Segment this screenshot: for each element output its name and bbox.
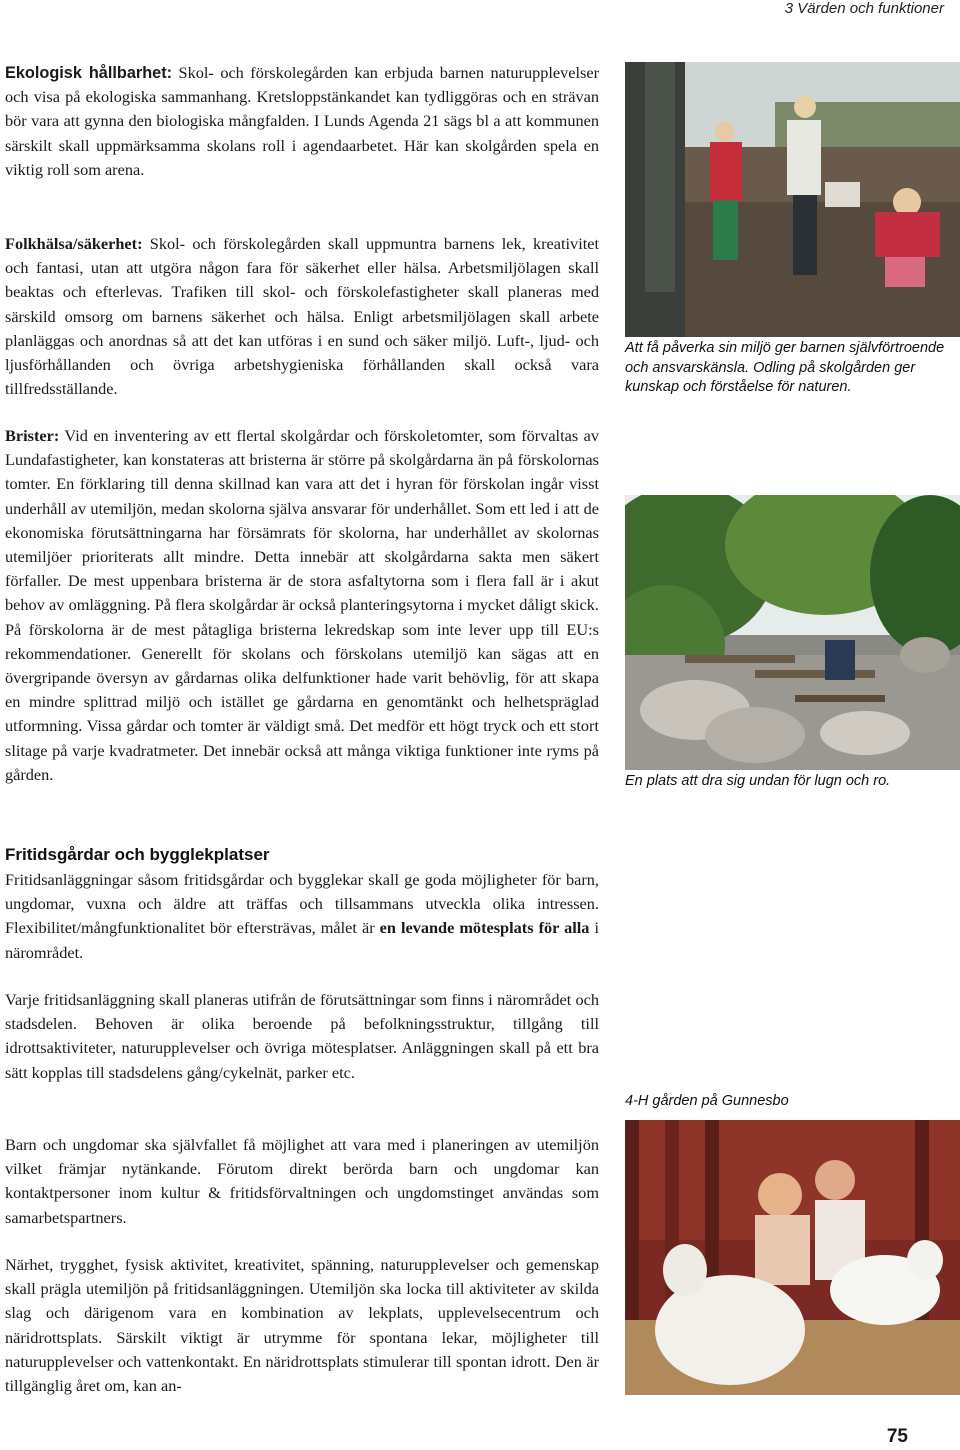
page-number: 75 bbox=[886, 1426, 908, 1447]
paragraph-folkhalsa bbox=[5, 232, 599, 401]
lead-brister: Brister: bbox=[5, 426, 60, 445]
caption-photo-2: En plats att dra sig undan för lugn och ro. bbox=[625, 773, 891, 789]
paragraph-ekologisk bbox=[5, 61, 599, 182]
paragraph-fritids-4 bbox=[5, 1253, 599, 1398]
text-fritids-1c: i närområdet. bbox=[5, 918, 599, 962]
lead-folkhalsa: Folkhälsa/säkerhet: bbox=[5, 234, 143, 253]
text-fritids-4: Närhet, trygghet, fysisk aktivitet, kreativitet, spänning, naturupplevelser och gemenskap skall prägla utemiljön på fritidsanläggningen. Utemiljön ska locka till aktiviteter av skilda slag och därigenom vara en kombination av lekplats, upplevelsecentrum och näridrottsplats. Särskilt viktigt är utrymme för spontana lekar, möjligheter till naturupplevelser och vattenkontakt. En näridrottsplats stimulerar till spontan idrott. Den är tillgänglig året om, kan an- bbox=[5, 1255, 599, 1396]
photo-quiet-place bbox=[625, 495, 960, 770]
text-fritids-1a: Fritidsanläggningar såsom fritidsgårdar och bygglekar skall ge goda möjligheter för barn, ungdomar, vuxna och äldre att träffas och tillsammans utveckla olika intressen. Flexibilitet/mångfunktionalitet bör eftersträvas, målet är bbox=[5, 870, 599, 938]
text-fritids-3: Barn och ungdomar ska självfallet få möjlighet att vara med i planeringen av utemiljön vilket främjar nytänkande. Förutom direkt berörda barn och ungdomar kan kontaktpersoner inom kultur & fritidsförvaltningen och ungdomstinget användas som samarbetspartners. bbox=[5, 1135, 599, 1227]
paragraph-fritids-1 bbox=[5, 868, 599, 965]
paragraph-fritids-3 bbox=[5, 1133, 599, 1230]
section-heading: Fritidsgårdar och bygglekplatser bbox=[5, 845, 270, 864]
paragraph-fritids-2 bbox=[5, 988, 599, 1085]
caption-photo-1: Att få påverka sin miljö ger barnen självförtroende och ansvarskänsla. Odling på skolgården ger kunskap och förståelse för naturen. bbox=[625, 340, 945, 395]
photo-4h-goats bbox=[625, 1120, 960, 1395]
text-ekologisk: Skol- och förskolegården kan erbjuda barnen naturupplevelser och visa på ekologiska sammanhang. Kretsloppstänkandet kan tydliggöras och en strävan bör vara att gynna den biologiska mångfalden. I Lunds Agenda 21 sägs bl a att kommunen särskilt skall uppmärksamma skolans roll i agendaarbetet. Här kan skolgården spela en viktig roll som arena. bbox=[5, 63, 599, 179]
paragraph-brister bbox=[5, 424, 599, 787]
text-fritids-1-bold: en levande mötesplats för alla bbox=[379, 918, 590, 938]
text-folkhalsa: Skol- och förskolegården skall uppmuntra barnens lek, kreativitet och fantasi, utan att utgöra någon fara för säkerhet eller hälsa. Arbetsmiljölagen skall beaktas och efterlevas. Trafiken till skol- och förskolefastigheter skall planeras med särskild omsorg om barnens säkerhet och hälsa. Enligt arbetsmiljölagen skall arbete planläggas och anordnas så att det kan utföras i en sund och säker miljö. Luft-, ljud- och ljusförhållanden och övriga arbetshygieniska förhållanden skall också vara tillfredsställande. bbox=[5, 234, 599, 399]
lead-ekologisk: Ekologisk hållbarhet: bbox=[5, 64, 173, 82]
text-brister: Vid en inventering av ett flertal skolgårdar och förskoletomter, som förvaltas av Lundafastigheter, kan konstateras att bristerna är större på skolgårdarna än på förskolornas tomter. En förklaring till denna skillnad kan vara att det i hyran för förskolan ingår visst underhåll av utemiljön, medan skolorna själva ansvarar för underhållet. Som ett led i att de ekonomiska förutsättningarna har försämrats för skolorna, har underhållet av skolornas utemiljöer prioriterats allt mindre. Detta innebär att skolgårdarna sakta men säkert förfaller. De mest uppenbara bristerna är de stora asfaltytorna som i flera fall är i akut behov av omläggning. På flera skolgårdar är också planteringsytorna i mycket dåligt skick. På förskolorna är de mest påtagliga bristerna lekredskap som inte lever upp till EU:s rekommendationer. Generellt för skolans och förskolans utemiljö kan sägas att en övergripande översyn av gårdarnas olika delfunktioner hade varit behövlig, för att skapa en mindre splittrad miljö och istället ge gårdarna en genomtänkt och helhetspräglad utformning. Vissa gårdar och tomter är väldigt små. Det medför ett högt tryck och ett stort slitage på varje kvadratmeter. Det innebär också att många viktiga funktioner inte ryms på gården. bbox=[5, 426, 599, 784]
text-fritids-2: Varje fritidsanläggning skall planeras utifrån de förutsättningar som finns i närområdet och stadsdelen. Behoven är olika beroende på befolkningsstruktur, tillgång till idrottsaktiviteter, naturupplevelser och övriga mötesplatser. Anläggningen skall på ett bra sätt kopplas till stadsdelens gång/cykelnät, parker etc. bbox=[5, 990, 599, 1082]
photo-children-gardening bbox=[625, 62, 960, 337]
running-header: 3 Värden och funktioner bbox=[784, 0, 944, 17]
caption-photo-3: 4-H gården på Gunnesbo bbox=[625, 1093, 789, 1109]
